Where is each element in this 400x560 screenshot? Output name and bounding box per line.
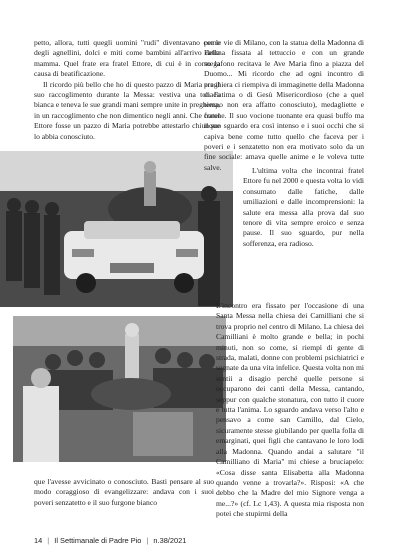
page-number: 14 xyxy=(34,536,43,545)
paragraph: petto, allora, tutti quegli uomini "rudi" diventavano come degli agnellini, dolci e miti come bambini all'arrivo della mamma. Quel frate era fratel Ettore, di cui è in corso la causa di beatificazione. xyxy=(34,38,220,79)
paragraph: L'incontro era fissato per l'occasione di una Santa Messa nella chiesa dei Camilliani che si trova proprio nel centro di Milano. La chiesa dei Camilliani è molto grande e bella; in pochi minuti, non so come, si riempì di gente di strada, malati, donne con problemi psichiatrici e segnate da una vita infelice. Questa volta non mi sentii a disagio perché quelle persone si occuparono dei canti della Messa, cantando, seppur con qualche stonatura, con tutto il cuore e tutta l'anima. Lo sguardo andava verso l'alto e pensavo a come san Camillo, dal Cielo, sicuramente stesse giubilando per quella folla di emarginati, quei figli che cantavano le loro lodi alla Madonna. Quando andai a salutare "il Camilliano di Maria" mi chiese a bruciapelo: «Cosa disse santa Elisabetta alla Madonna quando venne a trovarla?». Risposi: «A che debbo che la Madre del mio Signore venga a me...?» (cf. Lc 1,43). A questa mia risposta non potei che stupirmi della xyxy=(216,301,364,519)
photo-bottom-illustration xyxy=(13,316,226,462)
issue-number: n.38/2021 xyxy=(153,536,187,545)
paragraph: que l'avesse avvicinato o conosciuto. Basti pensare al suo modo coraggioso di evangelizzare: andava con i suoi poveri senzatetto e il suo furgone bianco xyxy=(34,477,214,507)
paragraph: per le vie di Milano, con la statua della Madonna di Fatima fissata al tettuccio e con un grande megafono recitava le Ave Maria fino a piazza del Duomo... Mi ricordo che ad ogni incontro di preghiera ci riempiva di immaginette della Madonna di Fatima o di Gesù Misericordioso (che a quel tempo non era affatto conosciuto), medagliette e corone. Il suo vocione tuonante era quasi buffo ma il suo sguardo era così intenso e i suoi occhi che si capiva bene come tutto quello che faceva per i poveri e i senzatetto non era motivato solo da un fine sociale: amava quelle anime e le voleva tutte salve. xyxy=(204,38,364,172)
article-column-left-bottom xyxy=(34,477,214,508)
photo-top-illustration xyxy=(0,151,233,307)
photo-fratel-ettore-car-procession xyxy=(0,151,233,307)
paragraph: L'ultima volta che incontrai fratel Ettore fu nel 2000 e questa volta lo vidi consumato dalle fatiche, dalle umiliazioni e dalle incomprensioni: la salute era messa alla prova dal suo tenore di vita sempre eroico e senza pause. Il suo sguardo, pur nella sofferenza, era radioso. xyxy=(243,166,364,248)
photo-fratel-ettore-crowd-prayer xyxy=(13,316,226,462)
article-column-right-top xyxy=(204,38,364,173)
article-column-right-middle xyxy=(243,166,364,249)
article-column-right-bottom xyxy=(216,301,364,520)
footer-separator: | xyxy=(47,536,50,545)
paragraph: Il ricordo più bello che ho di questo pazzo di Maria era il suo raccoglimento durante la Messa: vestiva una tonaca bianca e teneva le sue grandi mani sempre unite in preghiera, in un raccoglimento che non dimentico negli anni. Che fratel Ettore fosse un pazzo di Maria potrebbe attestarlo chiunque lo abbia conosciuto. xyxy=(34,79,220,141)
article-column-left-top xyxy=(34,38,220,142)
magazine-title: Il Settimanale di Padre Pio xyxy=(54,536,142,545)
page-footer xyxy=(34,536,189,545)
footer-separator: | xyxy=(146,536,149,545)
